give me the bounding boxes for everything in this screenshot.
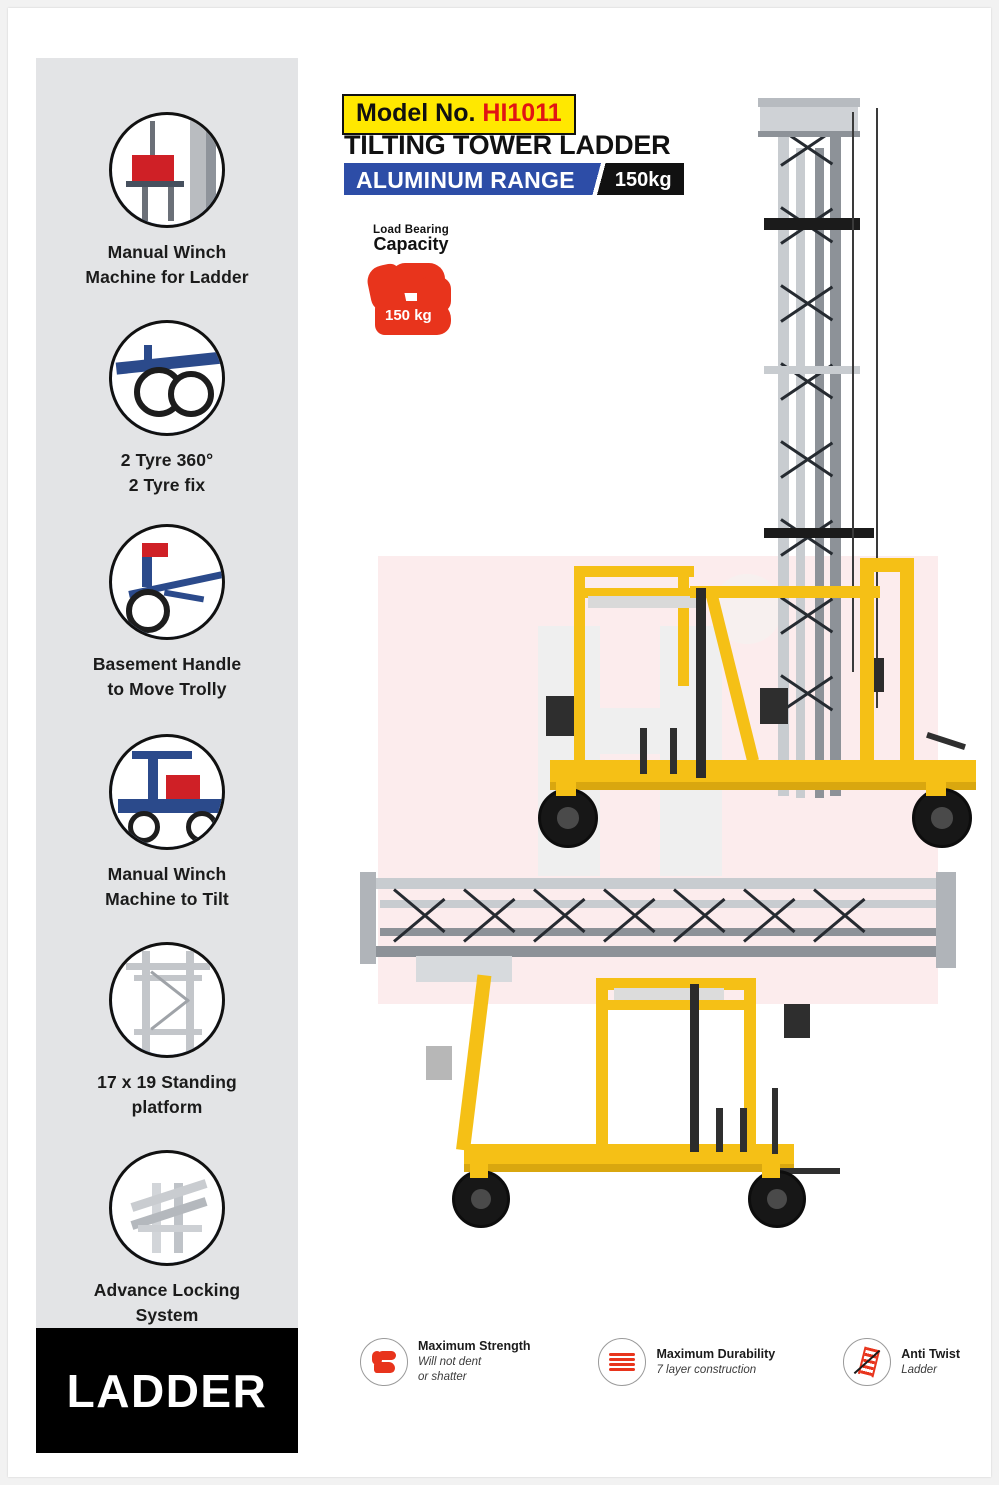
page-title: TILTING TOWER LADDER <box>344 130 671 160</box>
feature-label-line1: 2 Tyre 360° <box>120 450 214 470</box>
anti-twist-ladder-icon <box>843 1338 891 1386</box>
feature-item-platform <box>36 942 298 1121</box>
wheel <box>452 1170 510 1228</box>
feature-item-locking-system <box>36 1150 298 1329</box>
feature-item-basement-handle <box>36 524 298 703</box>
basement-handle-icon <box>109 524 225 640</box>
capacity-line1: Load Bearing <box>373 224 449 236</box>
locking-system-icon <box>109 1150 225 1266</box>
platform-icon <box>109 942 225 1058</box>
feature-label-line1: Manual Winch <box>107 242 227 262</box>
feature-label <box>36 862 298 913</box>
feature-item-tyres <box>36 320 298 499</box>
bottom-feature-strength <box>360 1338 531 1386</box>
feature-label <box>36 448 298 499</box>
poster-sheet <box>8 8 991 1477</box>
wheel <box>912 788 972 848</box>
bottom-feature-heading: Maximum Durability <box>656 1346 776 1361</box>
feature-label <box>36 1070 298 1121</box>
feature-label-line2: Machine for Ladder <box>85 267 249 288</box>
bottom-feature-anti-twist <box>843 1338 960 1386</box>
winch-tilt-icon <box>109 734 225 850</box>
feature-label-line1: Basement Handle <box>92 654 242 674</box>
model-number: HI1011 <box>482 99 562 127</box>
feature-label-line2: Machine to Tilt <box>105 889 229 910</box>
bottom-feature-sub1: Ladder <box>901 1363 938 1376</box>
bottom-feature-durability <box>598 1338 775 1386</box>
capacity-tag: 150kg <box>609 163 684 195</box>
feature-item-winch-machine <box>36 112 298 291</box>
feature-label <box>36 1278 298 1329</box>
bottom-feature-heading: Anti Twist <box>901 1346 960 1361</box>
feature-label-line2: System <box>135 1305 199 1326</box>
brand-word-block <box>36 1328 298 1453</box>
wheel <box>748 1170 806 1228</box>
capacity-value: 150 kg <box>385 307 432 324</box>
feature-item-winch-tilt <box>36 734 298 913</box>
model-prefix: Model No. <box>356 99 476 127</box>
bottom-feature-heading: Maximum Strength <box>418 1339 531 1354</box>
brand-word: LADDER <box>66 1364 268 1417</box>
bottom-feature-sub2: or shatter <box>418 1371 467 1384</box>
feature-label <box>36 652 298 703</box>
winch-machine-icon <box>109 112 225 228</box>
feature-label <box>36 240 298 291</box>
strength-arm-icon <box>360 1338 408 1386</box>
feature-label-line1: Manual Winch <box>107 864 227 884</box>
product-photo <box>360 88 972 1218</box>
tyres-icon <box>109 320 225 436</box>
feature-label-line2: to Move Trolly <box>107 679 227 700</box>
durability-layers-icon <box>598 1338 646 1386</box>
feature-label-line1: Advance Locking <box>93 1280 241 1300</box>
capacity-line2: Capacity <box>373 234 449 254</box>
bottom-feature-strip <box>360 1338 960 1386</box>
bottom-feature-sub1: 7 layer construction <box>656 1363 757 1376</box>
wheel <box>538 788 598 848</box>
feature-label-line1: 17 x 19 Standing <box>97 1072 237 1092</box>
bottom-feature-sub1: Will not dent <box>418 1355 482 1368</box>
range-label: ALUMINUM RANGE <box>344 163 589 195</box>
feature-label-line2: platform <box>131 1097 203 1118</box>
features-sidebar <box>36 58 298 1328</box>
feature-label-line2: 2 Tyre fix <box>128 475 206 496</box>
